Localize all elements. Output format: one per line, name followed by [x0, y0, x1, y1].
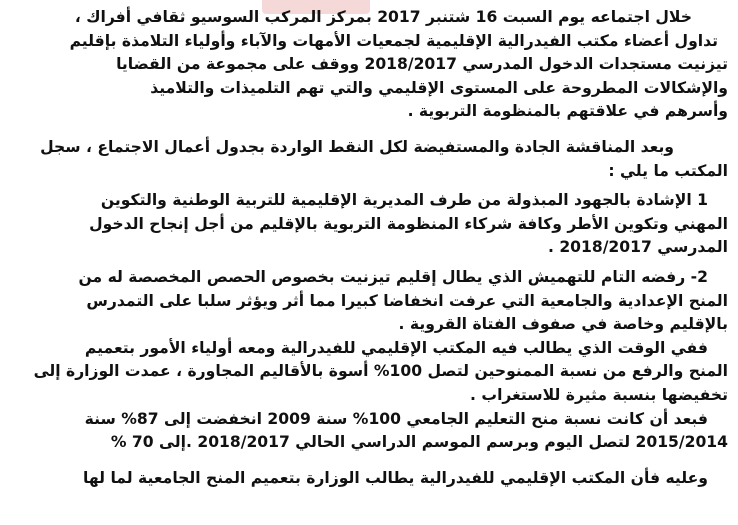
paragraph-meeting-intro — [40, 6, 728, 124]
text-line: 1 الإشادة بالجهود المبذولة من طرف المديرية الإقليمية للتربية الوطنية والتكوين — [100, 191, 708, 210]
text-line: وبعد المناقشة الجادة والمستفيضة لكل النقط الواردة بجدول أعمال الاجتماع ، سجل — [40, 137, 674, 156]
text-line: فبعد أن كانت نسبة منح التعليم الجامعي 100% سنة 2009 انخفضت إلى 87% سنة — [84, 409, 708, 428]
text-line: وعليه فأن المكتب الإقليمي للفيدرالية يطالب الوزارة بتعميم المنح الجامعية لما لها — [83, 468, 708, 487]
text-line: المهني وتكوين الأطر وكافة شركاء المنظومة التربوية بالإقليم من أجل إنجاح الدخول — [89, 214, 728, 233]
text-line: تخفيضها بنسبة مثيرة للاستغراب . — [470, 385, 728, 404]
text-line: تيزنيت مستجدات الدخول المدرسي 2018/2017 ووقف على مجموعة من القضايا — [116, 55, 728, 74]
text-line: المدرسي 2018/2017 . — [547, 238, 728, 257]
text-line: وأسرهم في علاقتهم بالمنظومة التربوية . — [407, 102, 728, 121]
paragraph-point-1 — [40, 189, 728, 260]
paragraph-discussion — [40, 136, 728, 183]
text-line: بالإقليم وخاصة في صفوف الفتاة القروية . — [398, 315, 728, 334]
text-line: تداول أعضاء مكتب الفيدرالية الإقليمية لجمعيات الأمهات والآباء وأولياء التلامذة بإقليم — [69, 31, 718, 50]
text-line: 2015/2014 لتصل اليوم وبرسم الموسم الدراسي الحالي 2018/2017 .إلى 70 % — [110, 433, 728, 452]
text-line: 2- رفضه التام للتهميش الذي يطال إقليم تيزنيت بخصوص الحصص المخصصة له من — [78, 267, 708, 286]
paragraph-point-2 — [33, 266, 728, 455]
text-line: والإشكالات المطروحة على المستوى الإقليمي والتي تهم التلميذات والتلاميذ — [150, 78, 728, 97]
text-line: ففي الوقت الذي يطالب فيه المكتب الإقليمي للفيدرالية ومعه أولياء الأمور بتعميم — [84, 338, 708, 357]
text-line: خلال اجتماعه يوم السبت 16 شتنبر 2017 بمركز المركب السوسيو ثقافي أفراك ، — [74, 8, 692, 26]
text-line: المكتب ما يلي : — [608, 161, 728, 180]
text-line: المنح والرفع من نسبة الممنوحين لتصل 100% أسوة بالأقاليم المجاورة ، عمدت الوزارة إلى — [33, 362, 728, 381]
text-line: المنح الإعدادية والجامعية التي عرفت انخفاضا كبيرا مما أثر ويؤثر سلبا على التمدرس — [86, 291, 728, 310]
paragraph-demand — [40, 467, 728, 491]
document-body — [33, 6, 728, 490]
